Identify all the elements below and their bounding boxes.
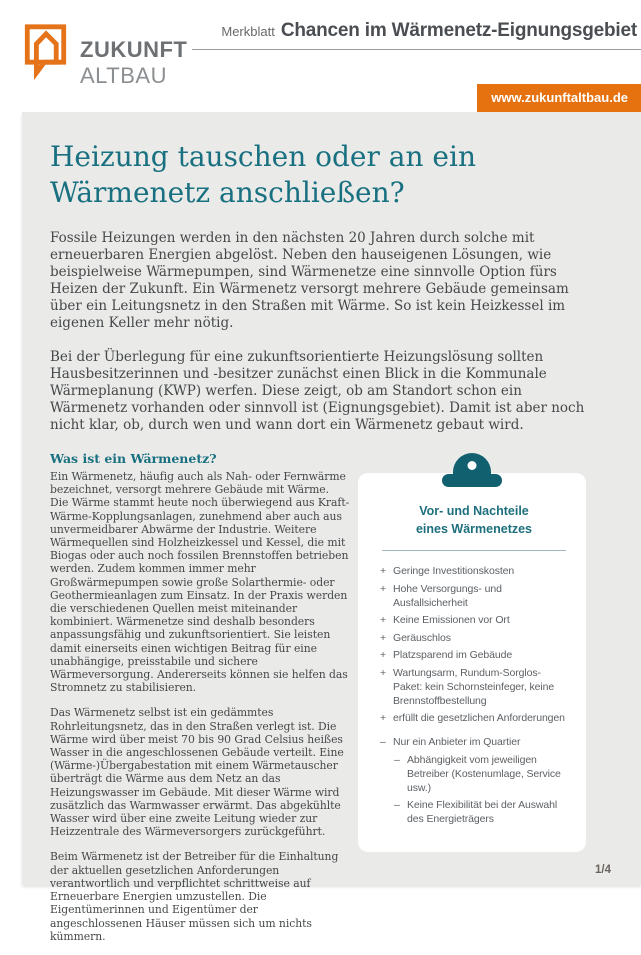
plus-marker: +: [380, 631, 387, 644]
section-heading: Was ist ein Wärmenetz?: [50, 451, 217, 466]
pros-cons-card: [358, 473, 586, 852]
page-number: 1/4: [595, 864, 611, 876]
zukunft-altbau-logo: [22, 22, 187, 89]
plus-marker: +: [380, 614, 387, 626]
cons-list: [380, 735, 568, 826]
list-item: + Platzsparend im Gebäude: [380, 649, 513, 661]
list-item: + erfüllt die gesetzlichen Anforderungen: [380, 712, 565, 724]
logo-word-altbau: ALTBAU: [80, 63, 167, 88]
intro-paragraph: Bei der Überlegung für eine zukunftsorientierte Heizungslösung sollten Hausbesitzerinnen und -besitzer zunächst einen Blick in die Kommunale Wärmeplanung (KWP) werfen. Diese zeigt, ob am Standort schon ein Wärmenetz vorhanden oder sinnvoll ist (Eignungsgebiet). Damit ist aber noch nicht klar, ob, durch wen und wann dort ein Wärmenetz gebaut wird.: [50, 349, 585, 433]
card-title: Vor- und Nachteile eines Wärmenetzes: [415, 504, 533, 536]
plus-marker: +: [380, 565, 387, 577]
minus-marker: –: [380, 736, 386, 748]
logo-wordmark: [80, 37, 187, 89]
document-title: Chancen im Wärmenetz-Eignungsgebiet: [280, 20, 637, 41]
list-item: + Wartungsarm, Rundum-Sorglos-Paket: kein Schornsteinfeger, keine Brennstoffbestellung: [380, 666, 555, 707]
pros-cons-sidebar: [358, 451, 586, 955]
list-item: + Geräuschlos: [380, 631, 451, 644]
intro-section: [50, 230, 641, 434]
page-title: Heizung tauschen oder an ein Wärmenetz anschließen?: [50, 140, 476, 209]
minus-marker: –: [394, 799, 400, 811]
minus-marker: –: [394, 753, 400, 766]
document-type-label: Merkblatt: [221, 24, 275, 39]
list-item: + Hohe Versorgungs- und Ausfallsicherheit: [380, 582, 502, 609]
plus-marker: +: [380, 649, 387, 661]
section-what-is-a-waermenetz: [50, 451, 350, 955]
list-item: – Abhängigkeit vom jeweiligen Betreiber (Kostenumlage, Service usw.): [394, 753, 561, 794]
list-item: – Nur ein Anbieter im Quartier: [380, 736, 521, 748]
card-divider: [382, 550, 566, 551]
list-item: + Keine Emissionen vor Ort: [380, 614, 510, 626]
logo-house-bubble-icon: [22, 22, 69, 89]
pros-list: [380, 564, 568, 725]
intro-paragraph: Fossile Heizungen werden in den nächsten 20 Jahren durch solche mit erneuerbaren Energien abgelöst. Neben den hauseigenen Lösungen, wie beispielweise Wärmepumpen, sind Wärmenetze eine sinnvolle Option fürs Heizen der Zukunft. Ein Wärmenetz versorgt mehrere Gebäude gemeinsam über ein Leitungsnetz in den Straßen mit Wärme. So ist kein Heizkessel im eigenen Keller mehr nötig.: [50, 230, 569, 331]
plus-marker: +: [380, 582, 387, 595]
document-header: [192, 20, 641, 50]
list-item: – Keine Flexibilität bei der Auswahl des Energieträgers: [394, 799, 558, 825]
list-item: + Geringe Investitionskosten: [380, 565, 515, 577]
section-paragraph: Das Wärmenetz selbst ist ein gedämmtes Rohrleitungsnetz, das in den Straßen verlegt ist. Die Wärme wird über meist 70 bis 90 Grad Celsius heißes Wasser in die angeschlossenen Gebäude verteilt. Eine (Wärme-)Übergabestation mit einem Wärmetauscher überträgt die Wärme aus dem Netz an das Heizungswasser im Gebäude. Mit dieser Wärme wird zusätzlich das Warmwasser erwärmt. Das abgekühlte Wasser wird über eine zweite Leitung wieder zur Heizzentrale des Wärmeversorgers zurückgeführt.: [50, 706, 344, 839]
heat-network-icon: [442, 453, 502, 487]
section-paragraph: Beim Wärmenetz ist der Betreiber für die Einhaltung der aktuellen gesetzlichen Anforderungen verantwortlich und verpflichtet schrittweise auf Erneuerbare Energien umzustellen. Die Eigentümerinnen und Eigentümer der angeschlossenen Häuser müssen sich um nichts kümmern.: [50, 850, 339, 943]
plus-marker: +: [380, 712, 387, 724]
logo-word-zukunft: ZUKUNFT: [80, 37, 188, 62]
plus-marker: +: [380, 666, 387, 679]
document-page: [22, 112, 641, 943]
section-paragraph: Ein Wärmenetz, häufig auch als Nah- oder Fernwärme bezeichnet, versorgt mehrere Gebäude mit Wärme. Die Wärme stammt heute noch überwiegend aus Kraft-Wärme-Kopplungsanlagen, zunehmend aber auch aus unvermeidbarer Abwärme der Industrie. Weitere Wärmequellen sind Holzheizkessel und Kessel, die mit Biogas oder auch noch fossilen Brennstoffen betrieben werden. Zudem kommen immer mehr Großwärmepumpen sowie große Solarthermie- oder Geothermieanlagen zum Einsatz. In der Praxis werden die verschiedenen Quellen meist miteinander kombiniert. Wärmenetze sind deshalb besonders anpassungsfähig und zukunftsorientiert. Sie leisten damit einerseits einen wichtigen Beitrag für eine unabhängige, preisstabile und sichere Wärmeversorgung. Andererseits können sie helfen das Stromnetz zu stabilisieren.: [50, 470, 350, 695]
website-badge[interactable]: www.zukunftaltbau.de: [477, 84, 641, 112]
